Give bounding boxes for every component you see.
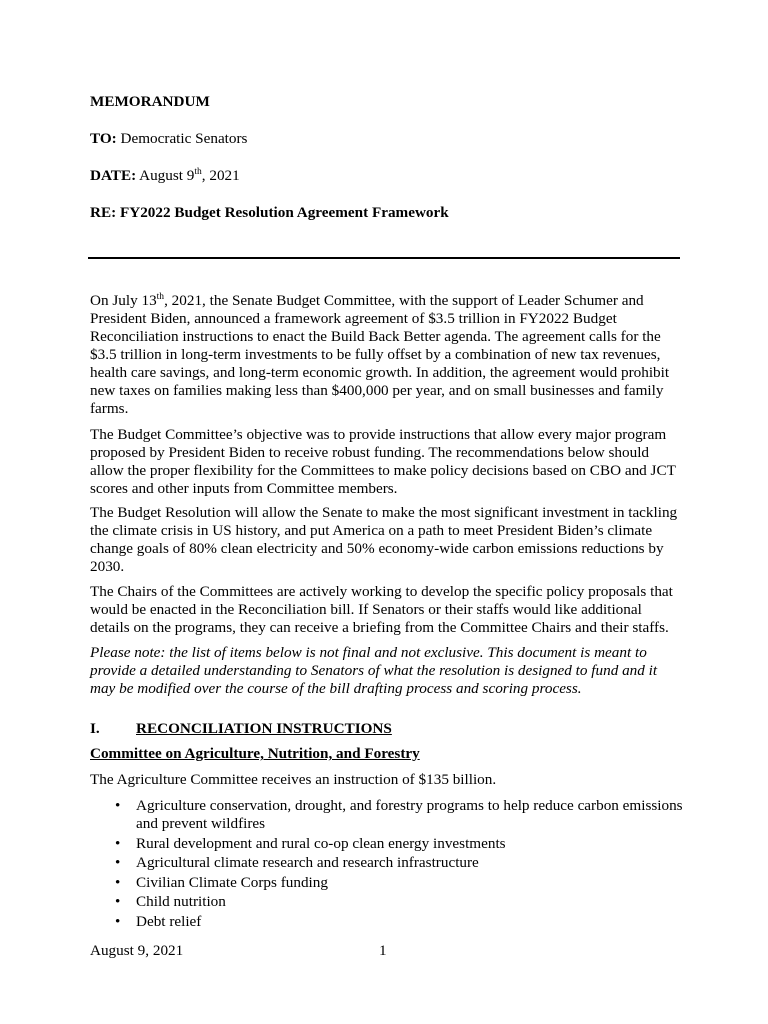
memo-date-value: August 9	[136, 167, 195, 184]
memo-to-label: TO:	[90, 130, 117, 147]
paragraph-line: On July 13th, 2021, the Senate Budget Committee, with the support of Leader Schumer and	[90, 292, 644, 309]
paragraph-line: Reconciliation instructions to enact the Build Back Better agenda. The agreement calls for the	[90, 328, 661, 345]
bullet-icon: •	[115, 873, 121, 891]
paragraph-line: would be enacted in the Reconciliation bill. If Senators or their staffs would like additional	[90, 601, 642, 618]
memo-date-suffix: th	[194, 167, 202, 177]
paragraph-line: allow the proper flexibility for the Committees to make policy decisions based on CBO and JCT	[90, 462, 676, 479]
committee-subheading: Committee on Agriculture, Nutrition, and Forestry	[90, 745, 420, 762]
bullet-icon: •	[115, 854, 121, 872]
header-divider	[88, 257, 680, 259]
memo-title: MEMORANDUM	[90, 93, 210, 110]
memo-date-label: DATE:	[90, 167, 137, 184]
bullet-icon: •	[115, 912, 121, 930]
list-item: • Agriculture conservation, drought, and forestry programs to help reduce carbon emissions and prevent wildfires	[115, 797, 683, 832]
page-number: 1	[379, 942, 387, 959]
paragraph-line: may be modified over the course of the bill drafting process and scoring process.	[90, 680, 582, 697]
paragraph-line: details on the programs, they can receive a briefing from the Committee Chairs and their staffs.	[90, 619, 669, 636]
paragraph-line: proposed by President Biden to receive robust funding. The recommendations below should	[90, 444, 650, 461]
bullet-icon: •	[115, 797, 121, 814]
paragraph-line: President Biden, announced a framework agreement of $3.5 trillion in FY2022 Budget	[90, 310, 617, 327]
memo-date-year: , 2021	[201, 167, 240, 184]
memo-date-line	[90, 167, 240, 185]
footer-date: August 9, 2021	[90, 942, 184, 959]
paragraph-climate	[90, 504, 680, 576]
paragraph-chairs	[90, 583, 680, 637]
paragraph-objective	[90, 426, 680, 498]
paragraph-line: $3.5 trillion in long-term investments to be fully offset by a combination of new tax revenues,	[90, 346, 661, 363]
paragraph-line: The Budget Committee’s objective was to provide instructions that allow every major program	[90, 426, 667, 443]
bullet-icon: •	[115, 893, 121, 911]
committee-intro: The Agriculture Committee receives an instruction of $135 billion.	[90, 771, 497, 788]
list-item: • Debt relief	[115, 912, 202, 930]
paragraph-intro	[90, 292, 680, 418]
section-numeral: I.	[90, 720, 100, 737]
memo-to-value: Democratic Senators	[116, 130, 248, 147]
paragraph-note	[90, 644, 680, 698]
paragraph-line: change goals of 80% clean electricity and 50% economy-wide carbon emissions reductions by	[90, 540, 664, 557]
section-title: RECONCILIATION INSTRUCTIONS	[136, 720, 392, 737]
paragraph-line: Please note: the list of items below is not final and not exclusive. This document is meant to	[90, 644, 647, 661]
paragraph-line: The Budget Resolution will allow the Senate to make the most significant investment in tackling	[90, 504, 678, 521]
instruction-bullet-list	[90, 797, 690, 933]
list-item: • Rural development and rural co-op clean energy investments	[115, 834, 506, 852]
memo-to-line	[90, 130, 247, 148]
paragraph-line: The Chairs of the Committees are actively working to develop the specific policy proposals that	[90, 583, 673, 600]
paragraph-line: health care savings, and long-term economic growth. In addition, the agreement would prohibit	[90, 364, 670, 381]
paragraph-line: scores and other inputs from Committee members.	[90, 480, 398, 497]
paragraph-line: new taxes on families making less than $400,000 per year, and on small businesses and family	[90, 382, 664, 399]
paragraph-line: the climate crisis in US history, and put America on a path to meet President Biden’s climate	[90, 522, 653, 539]
list-item: • Civilian Climate Corps funding	[115, 873, 328, 891]
list-item: • Child nutrition	[115, 893, 226, 911]
paragraph-line: 2030.	[90, 558, 125, 575]
bullet-icon: •	[115, 834, 121, 852]
list-item: • Agricultural climate research and research infrastructure	[115, 854, 479, 872]
memo-subject: RE: FY2022 Budget Resolution Agreement Framework	[90, 204, 449, 221]
paragraph-line: provide a detailed understanding to Senators of what the resolution is designed to fund and it	[90, 662, 658, 679]
paragraph-line: farms.	[90, 400, 129, 417]
